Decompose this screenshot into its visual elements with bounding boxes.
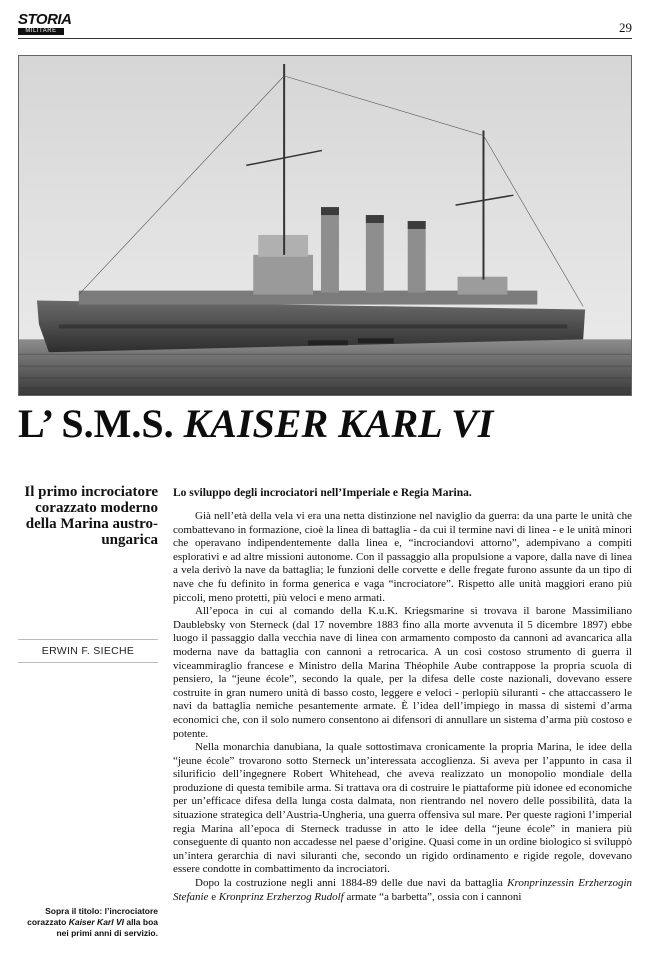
last-paragraph-text-1: Dopo la costruzione negli anni 1884-89 delle due navi da battaglia (195, 877, 508, 890)
header-rule (18, 38, 632, 39)
logo-word: STORIA (18, 11, 72, 28)
page-number: 29 (619, 20, 632, 35)
ship-name-rudolf: Kronprinz Erzherzog Rudolf (218, 890, 344, 903)
last-paragraph-text-2: e (208, 890, 219, 903)
title-prefix: L’ S.M.S. (18, 401, 174, 446)
caption-ship-name: Kaiser Karl VI (68, 917, 124, 927)
title-ship-name: KAISER KARL VI (183, 401, 494, 446)
article-subtitle: Il primo incrociatore corazzato moderno della Marina austro-ungarica (24, 484, 158, 548)
logo-subtitle: MILITARE (18, 28, 64, 35)
body-paragraph: Nella monarchia danubiana, la quale sottostimava cronicamente la propria Marina, le idee della “jeune école” trovarono sotto Sterneck un’interessata accoglienza. Si aveva per l’appunto in casa il silurificio dell’ingegnere Robert Whitehead, che aveva realizzato un monopolio mondiale della produzione di questa temibile arma. Si trattava ora di costruire le piattaforme più idonee ed economiche per un’efficace difesa della lunga costa dalmata, non rientrando nel novero delle possibilità, data la situazione strategica dell’Austria-Ungheria, una guerra offensiva sul mare. Per queste ragioni l’imperial regia Marina all’epoca di Sterneck tradusse in atto le idee della “jeune école” in maniera più conseguente di quanto non accadesse nel paese d’origine. Quasi come in un ordine biologico si sviluppò un’intera gerarchia di navi siluranti che, secondo un rigido ordinamento e rigide regole, dovevano essere condotte in combattimento da incrociatori. (173, 741, 632, 876)
caption-text-before: Sopra il titolo: l’incrociatore corazzato (27, 906, 158, 927)
ship-photo (18, 55, 632, 396)
ship-illustration (19, 56, 631, 395)
ship-name-stefanie: Kronprinzessin Erzherzogin Stefanie (173, 877, 633, 903)
photo-caption (18, 906, 158, 939)
section-heading: Lo sviluppo degli incrociatori nell’Imperiale e Regia Marina. (173, 487, 472, 499)
article-body (173, 486, 632, 904)
magazine-logo (18, 11, 72, 38)
body-paragraph: All’epoca in cui al comando della K.u.K. Kriegsmarine si trovava il barone Massimiliano Daublebsky von Sterneck (dal 17 novembre 1883 fino alla morte avvenuta il 5 dicembre 1897) ebbe luogo il passaggio dalla vecchia nave di linea con armamento composto da cannoni ad avancarica alla moderna nave da battaglia con cannoni a retrocarica. A un così costoso strumento di guerra il viceammiraglio francese e Ministro della Marina Théophile Aube contrappose la propria scuola di pensiero, la “jeune école”, secondo la quale, per la difesa delle coste nazionali, dovevano essere costruite in gran numero unità di basso costo, leggere e veloci - perlopiù siluranti - che attaccassero le navi da battaglia nemiche pesantemente armate. È l’idea dell’impiego in massa di sistemi d’arma economici che, con il solo numero consentono ai difensori di annullare un sistema d’arma più costoso e potente. (173, 605, 632, 740)
body-paragraph-last (173, 877, 632, 904)
last-paragraph-text-3: armate “a barbetta”, ossia con i cannoni (343, 890, 522, 903)
author-name: ERWIN F. SIECHE (18, 639, 158, 663)
article-title (18, 400, 493, 448)
body-paragraph: Già nell’età della vela vi era una netta distinzione nel naviglio da guerra: da una parte le unità che combattevano in formazione, cioè la linea di battaglia - da cui il termine navi di linea - e le unità minori che operavano indipendentemente dalla linea e, “incrociandovi attorno”, adempivano a compiti esplorativi e ad altre missioni autonome. Con il passaggio alla propulsione a vapore, dalla nave di linea a vela derivò la nave da battaglia; le funzioni delle corvette e delle fregate furono assunte da un tipo di nave che fu definito in forma generica e vaga “incrociatore”. Rispetto alle unità maggiori erano più piccoli, meno protetti, più veloci e meno armati. (173, 510, 632, 604)
caption-text-after: alla boa nei primi anni di servizio. (56, 917, 158, 938)
